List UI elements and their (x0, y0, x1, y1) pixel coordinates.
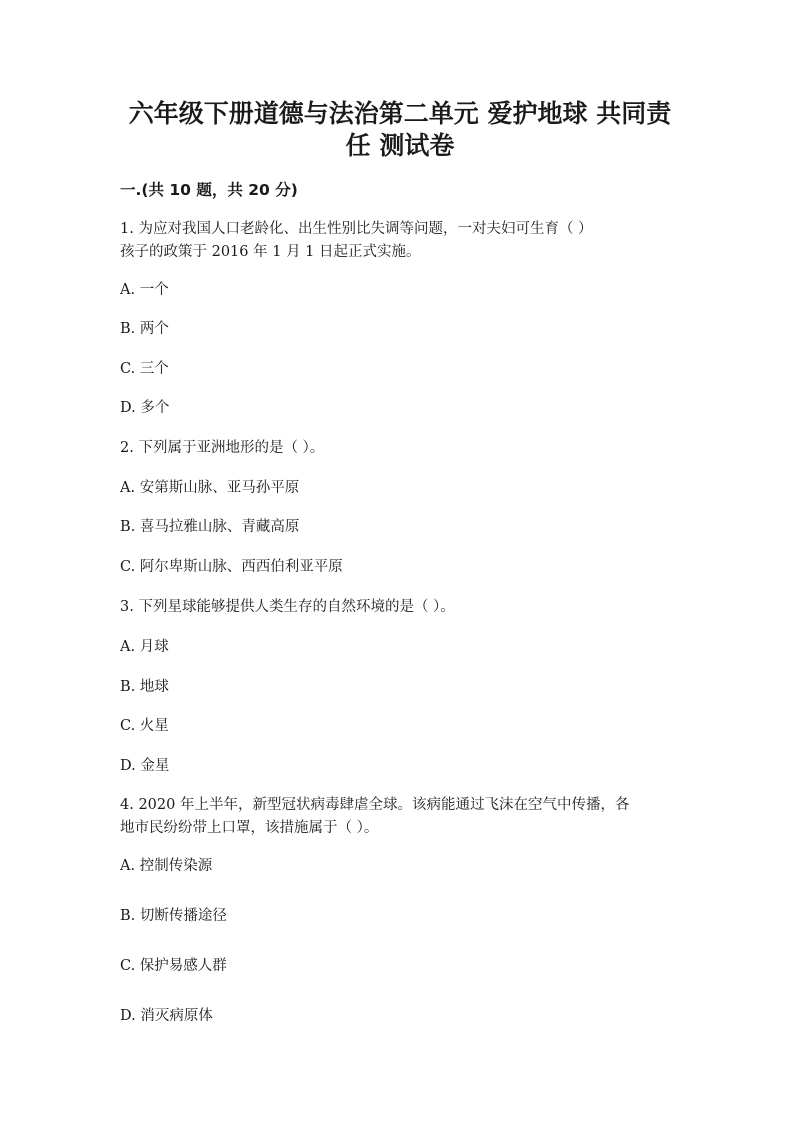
question-4-option-a[interactable]: A. 控制传染源 (120, 858, 213, 874)
question-2-option-a[interactable]: A. 安第斯山脉、亚马孙平原 (120, 480, 300, 496)
title-line-2: 任 测试卷 (345, 131, 455, 160)
question-3-option-a[interactable]: A. 月球 (120, 639, 169, 655)
question-3-stem: 3. 下列星球能够提供人类生存的自然环境的是（ ）。 (120, 599, 455, 615)
question-1-stem-line-2: 孩子的政策于 2016 年 1 月 1 日起正式实施。 (120, 244, 421, 260)
question-3-option-d[interactable]: D. 金星 (120, 758, 170, 774)
question-1-option-a[interactable]: A. 一个 (120, 282, 169, 298)
question-4-stem (120, 794, 680, 840)
section-header: 一.(共 10 题，共 20 分) (120, 181, 298, 199)
question-4-option-c[interactable]: C. 保护易感人群 (120, 958, 227, 974)
question-1-stem-line-1: 1. 为应对我国人口老龄化、出生性别比失调等问题，一对夫妇可生育（ ） (120, 221, 593, 237)
title-line-1: 六年级下册道德与法治第二单元 爱护地球 共同责 (128, 99, 672, 128)
question-4-stem-line-1: 4. 2020 年上半年，新型冠状病毒肆虐全球。该病能通过飞沫在空气中传播，各 (120, 797, 630, 813)
question-3-option-c[interactable]: C. 火星 (120, 718, 169, 734)
question-1-option-c[interactable]: C. 三个 (120, 361, 169, 377)
page-title (120, 98, 680, 162)
question-3-option-b[interactable]: B. 地球 (120, 679, 169, 695)
question-2-stem: 2. 下列属于亚洲地形的是（ ）。 (120, 440, 325, 456)
question-1-option-d[interactable]: D. 多个 (120, 400, 170, 416)
question-1-stem (120, 218, 680, 264)
question-2-option-b[interactable]: B. 喜马拉雅山脉、青藏高原 (120, 519, 300, 535)
question-2-option-c[interactable]: C. 阿尔卑斯山脉、西西伯利亚平原 (120, 559, 343, 575)
question-4-option-b[interactable]: B. 切断传播途径 (120, 908, 227, 924)
question-4-option-d[interactable]: D. 消灭病原体 (120, 1008, 213, 1024)
question-1-option-b[interactable]: B. 两个 (120, 321, 169, 337)
question-4-stem-line-2: 地市民纷纷带上口罩，该措施属于（ ）。 (120, 820, 379, 836)
